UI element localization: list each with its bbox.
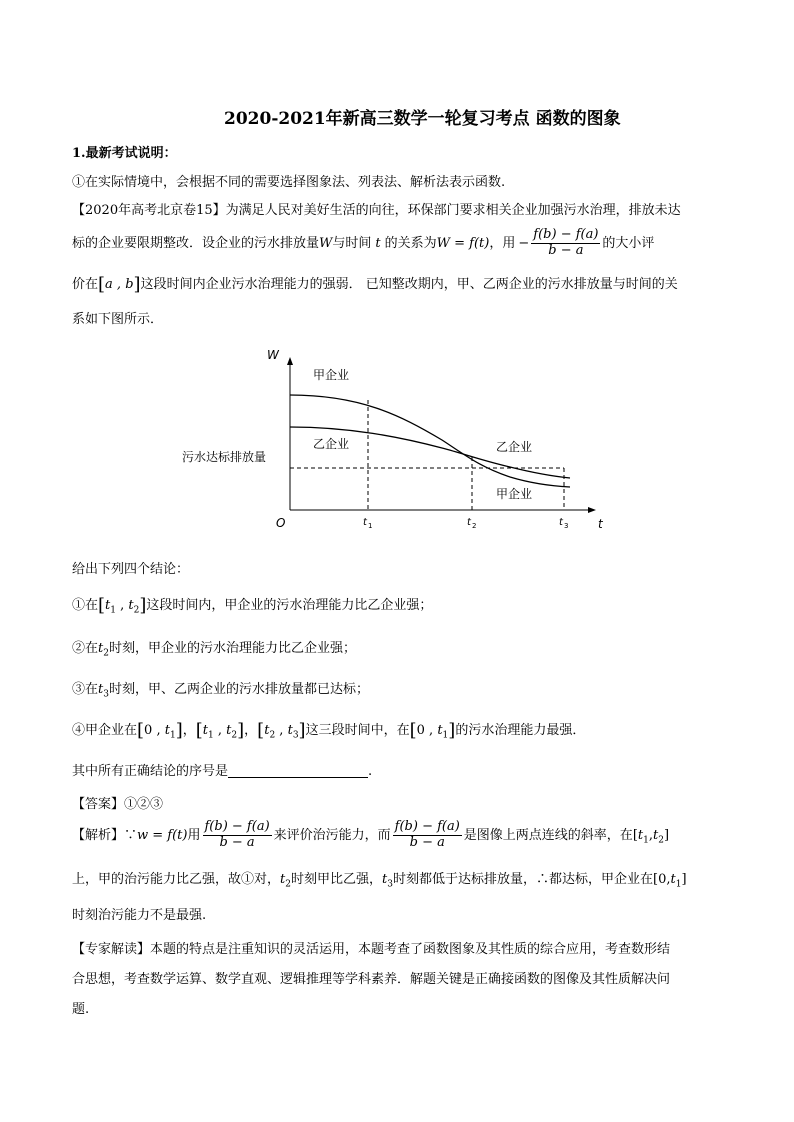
text: 【解析】∵ [72,827,138,843]
t2: t [280,872,286,887]
tick-t3-sub: 3 [564,522,569,530]
var-t: t [375,235,381,251]
text: 时刻，甲、乙两企业的污水排放量都已达标； [108,682,369,697]
text: 价在 [72,277,99,292]
text: ②在 [72,641,99,656]
text: 时刻甲比乙强， [290,872,382,887]
sub: 1 [169,730,176,741]
interval-ab: a , b [105,277,134,292]
sub: 1 [208,730,214,741]
text: ， [244,723,258,738]
conclusions-intro: 给出下列四个结论： [72,562,190,577]
text: 时刻，甲企业的污水治理能力比乙企业强； [108,641,356,656]
conclusion-2 [72,637,356,659]
text: 这三段时间中，在 [305,723,410,738]
text: 是图像上两点连线的斜率，在 [463,827,633,843]
t1: t [105,598,111,613]
t3: t [382,872,388,887]
label-yi-right: 乙企业 [496,440,533,454]
text: 这段时间内，甲企业的污水治理能力比乙企业强； [146,598,433,613]
tick-t3: t [559,517,563,528]
t2: t [264,723,270,738]
t2: t [98,641,104,656]
t3: t [287,723,293,738]
t3: t [98,682,104,697]
sub: 2 [133,605,140,616]
page-title: 2020-2021年新高三数学一轮复习考点 函数的图象 [224,109,621,129]
answer-line: 【答案】①②③ [72,797,164,812]
text: 上，甲的治污能力比乙强，故①对， [72,872,281,887]
fraction-denominator: b − a [548,242,584,258]
text: 的大小评 [602,235,655,251]
zero: 0 [416,723,425,738]
text: ④甲企业在 [72,723,138,738]
analysis-line-3: 时刻治污能力不是最强. [72,908,207,923]
tick-t2-sub: 2 [472,522,477,530]
text: . [368,764,373,779]
text: ③在 [72,682,99,697]
sub: 3 [387,879,393,890]
t1: t [637,827,644,843]
fraction-denominator: b − a [219,834,255,850]
sub: 3 [103,689,109,700]
t2: t [653,827,659,843]
expert-line-1: 【专家解读】本题的特点是注重知识的灵活运用，本题考查了函数图象及其性质的综合应用，考查数形结 [72,942,671,957]
label-jia-top: 甲企业 [313,368,350,382]
rate-fraction [531,228,600,259]
y-axis-arrow [287,357,293,365]
t1: t [164,723,170,738]
problem-line-3: 价在[a , b]这段时间内企业污水治理能力的强弱． 已知整改期内，甲、乙两企业的污水排放量与时间的关 [72,274,678,295]
expert-line-2: 合思想，考查数学运算、数学直观、逻辑推理等学科素养．解题关键是正确接函数的图像及其性质解决问 [72,972,671,987]
text: 其中所有正确结论的序号是 [72,764,229,779]
problem-text: 为满足人民对美好生活的向往，环保部门要求相关企业加强污水治理，排放未达 [225,203,681,218]
emission-graph [180,345,620,540]
fraction-numerator: f(b) − f(a) [204,819,270,834]
section-heading: 1.最新考试说明： [72,146,177,161]
text: 用 [187,827,201,843]
x-axis-arrow [588,507,596,513]
origin-label: O [276,516,286,530]
sub: 1 [643,835,649,846]
conclusion-4: ④甲企业在[0 , $t_1$]，[$t_1$ , $t_2$]，[$t_2$ , $t_3$]这三段时间中，在[0 , $t_1$]的污水治理能力最强． [72,720,586,741]
var-w: W [319,235,333,251]
text: 的污水治理能力最强． [455,723,586,738]
t2: t [128,598,134,613]
text: 时刻都低于达标排放量，∴都达标，甲企业在 [392,872,653,887]
sub: 1 [675,879,682,890]
zero: 0 [144,723,153,738]
text: 标的企业要限期整改．设企业的污水排放量 [72,235,320,251]
fraction-numerator: f(b) − f(a) [533,227,599,242]
text: ①在 [72,598,99,613]
label-yi-left: 乙企业 [313,437,350,451]
tick-t1-sub: 1 [368,522,373,530]
sub: 1 [110,605,117,616]
tick-t2: t [467,517,471,528]
sub: 2 [231,730,238,741]
fraction-denominator: b − a [409,834,445,850]
text: 来评价治污能力，而 [273,827,391,843]
expert-line-3: 题. [72,1002,90,1017]
y-axis-label: W [267,348,279,362]
equation-w-ft: W = f(t) [436,235,490,251]
text: 的关系为 [384,235,437,251]
text: 与时间 [332,235,372,251]
problem-source: 【2020年高考北京卷15】 [72,203,226,218]
x-axis-label: t [598,517,603,531]
sub: 1 [442,730,449,741]
label-standard: 污水达标排放量 [182,450,267,464]
sub: 2 [269,730,276,741]
rate-fraction [203,820,272,851]
answer-blank[interactable] [228,763,368,778]
sub: 3 [292,730,299,741]
fraction-numerator: f(b) − f(a) [394,819,460,834]
conclusion-1: ①在[$t_1$ , $t_2$]这段时间内，甲企业的污水治理能力比乙企业强； [72,595,433,616]
label-jia-bottom: 甲企业 [496,487,533,501]
ask-line [72,760,372,779]
sub: 2 [658,835,664,846]
t1: t [202,723,209,738]
analysis-line-1: 【解析】∵w = f(t)用 $\frac{f(b) - f(a)}{b - a}$ 来评价治污能力，而 $\frac{f(b) - f(a)}{b - a}$ 是图像上两点连线的斜率，在$[t_1,t_2]$ [72,819,670,850]
problem-line-2: 标的企业要限期整改．设企业的污水排放量W与时间 t 的关系为W = f(t)，用 − $\frac{f(b) - f(a)}{b - a}$ 的大小评 [72,227,655,258]
rate-fraction [393,820,462,851]
text: ，用 [489,235,516,251]
explain-line: ①在实际情境中，会根据不同的需要选择图象法、列表法、解析法表示函数. [72,175,506,190]
t1: t [437,723,443,738]
sub: 2 [285,879,291,890]
analysis-line-2: 上，甲的治污能力比乙强，故①对，$t_2$时刻甲比乙强，$t_3$时刻都低于达标排放量，∴都达标，甲企业在$[0,t_1]$ [72,872,687,890]
sub: 2 [103,648,109,659]
problem-line-1 [72,199,681,218]
equation-w-ft: w = f(t) [137,827,188,843]
t1: t [670,872,676,887]
problem-line-4: 系如下图所示． [72,312,164,327]
text: ， [182,723,196,738]
conclusion-3 [72,678,369,700]
tick-t1: t [363,517,367,528]
t2: t [226,723,232,738]
text: 这段时间内企业污水治理能力的强弱． 已知整改期内，甲、乙两企业的污水排放量与时间的关 [140,277,678,292]
zero: 0 [658,872,667,887]
